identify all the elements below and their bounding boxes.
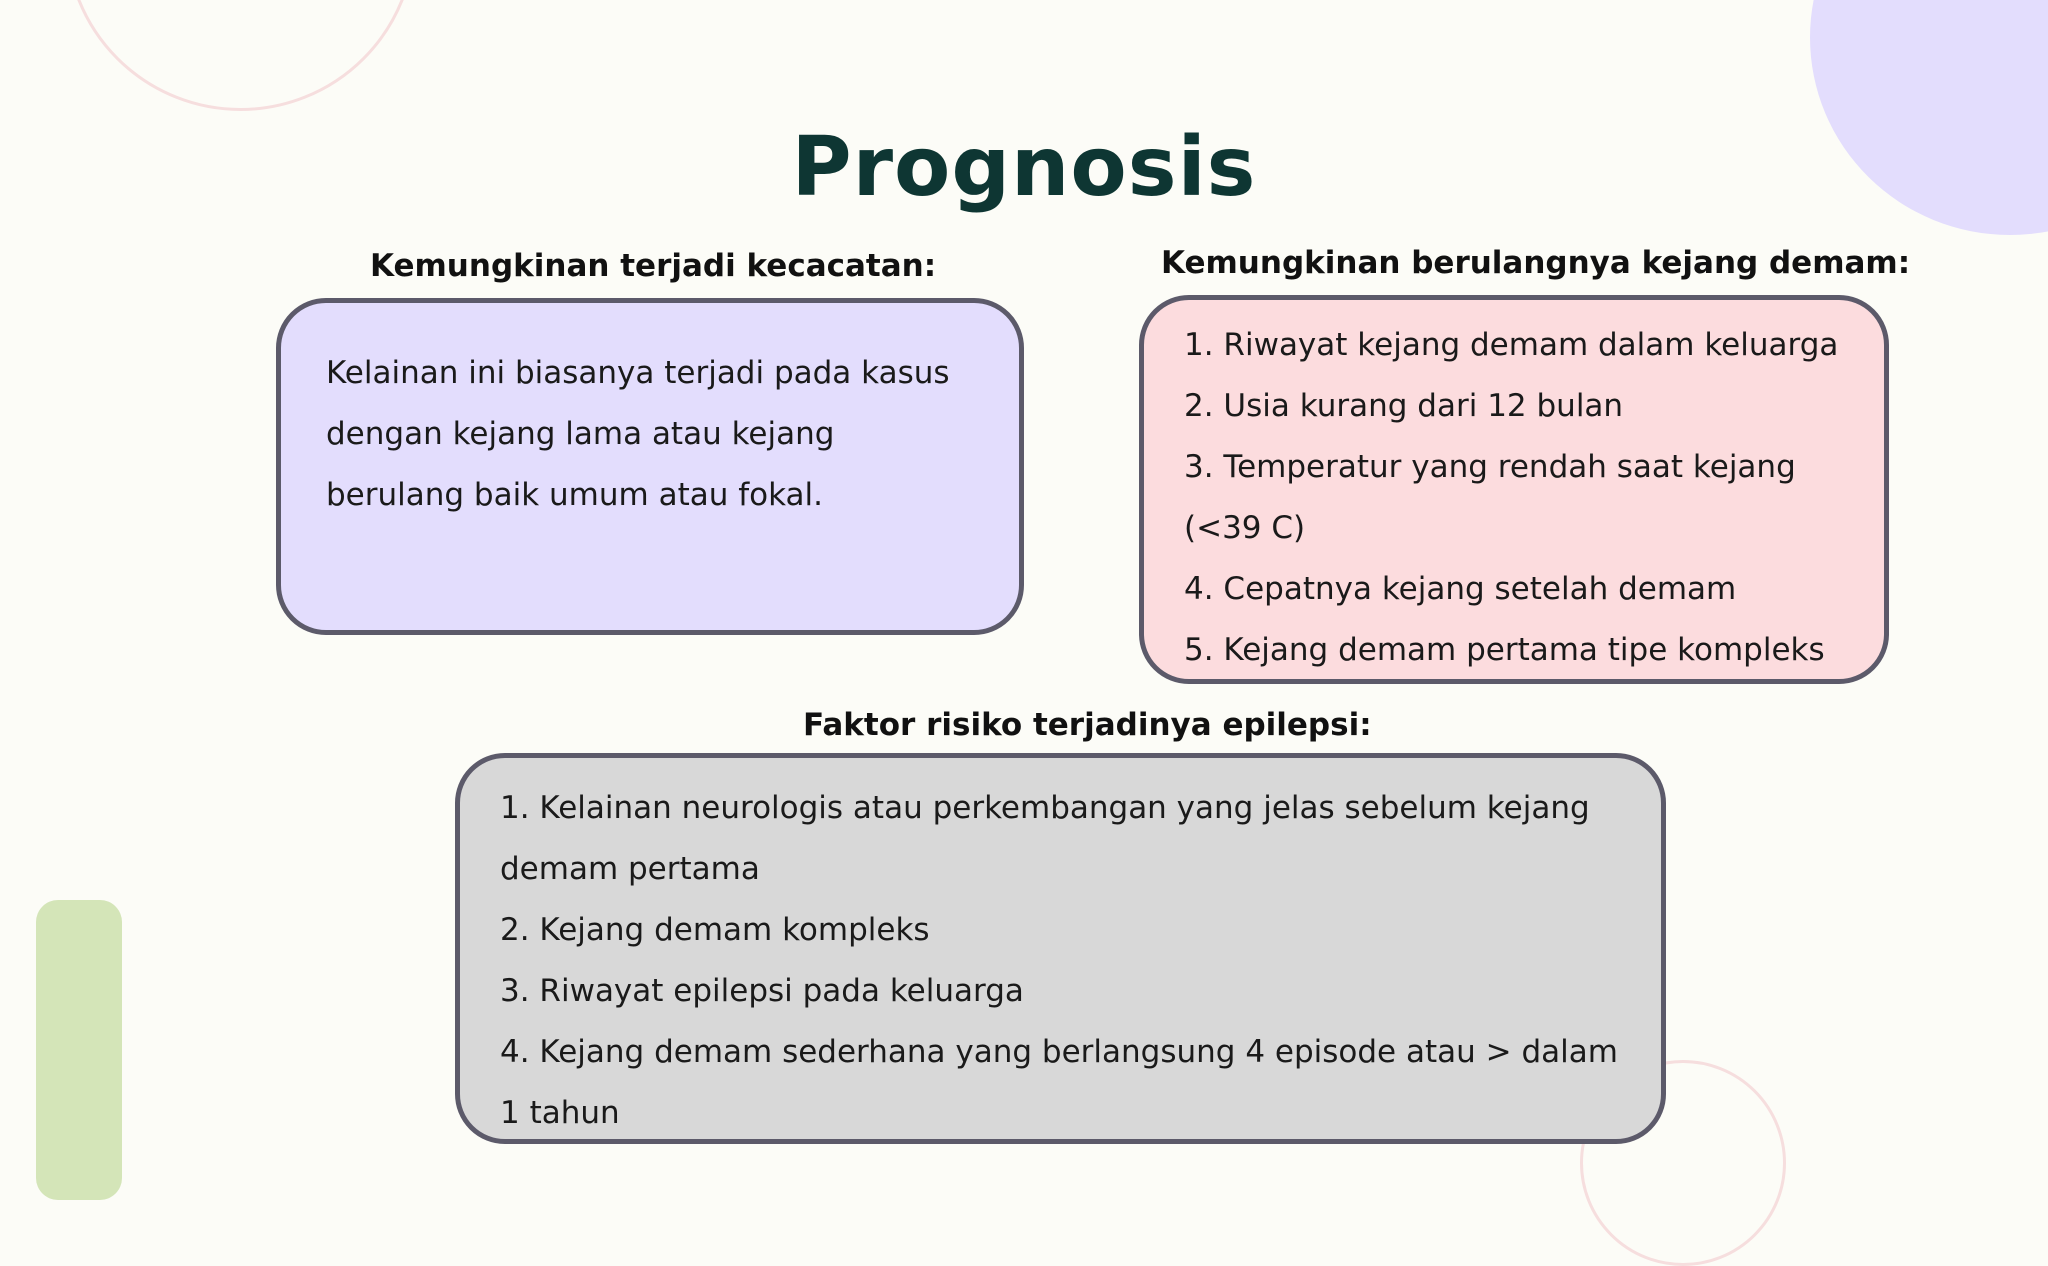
list-item: 2. Kejang demam kompleks [500,912,930,948]
recurrence-list [1184,315,1854,681]
list-item: 4. Kejang demam sederhana yang berlangsung 4 episode atau > dalam 1 tahun [500,1034,1618,1131]
list-item: 1. Kelainan neurologis atau perkembangan yang jelas sebelum kejang demam pertama [500,790,1590,887]
list-item: 2. Usia kurang dari 12 bulan [1184,388,1624,424]
list-item: 1. Riwayat kejang demam dalam keluarga [1184,327,1839,363]
list-item: 3. Temperatur yang rendah saat kejang (<39 C) [1184,449,1796,546]
epilepsy-risk-list [500,778,1631,1144]
epilepsy-risk-card [455,753,1666,1144]
decorative-ring-top-left [65,0,416,111]
list-item: 3. Riwayat epilepsi pada keluarga [500,973,1024,1009]
list-item: 4. Cepatnya kejang setelah demam [1184,571,1737,607]
left-section-heading: Kemungkinan terjadi kecacatan: [370,248,937,284]
disability-card [276,298,1024,635]
bottom-section-heading: Faktor risiko terjadinya epilepsi: [803,707,1372,743]
disability-text: Kelainan ini biasanya terjadi pada kasus dengan kejang lama atau kejang berulang baik umum atau fokal. [326,355,950,513]
list-item: 5. Kejang demam pertama tipe kompleks [1184,632,1825,668]
decorative-pill-bottom-left [36,900,122,1200]
slide-title: Prognosis [791,120,1257,215]
right-section-heading: Kemungkinan berulangnya kejang demam: [1161,245,1911,281]
recurrence-card [1139,295,1889,684]
